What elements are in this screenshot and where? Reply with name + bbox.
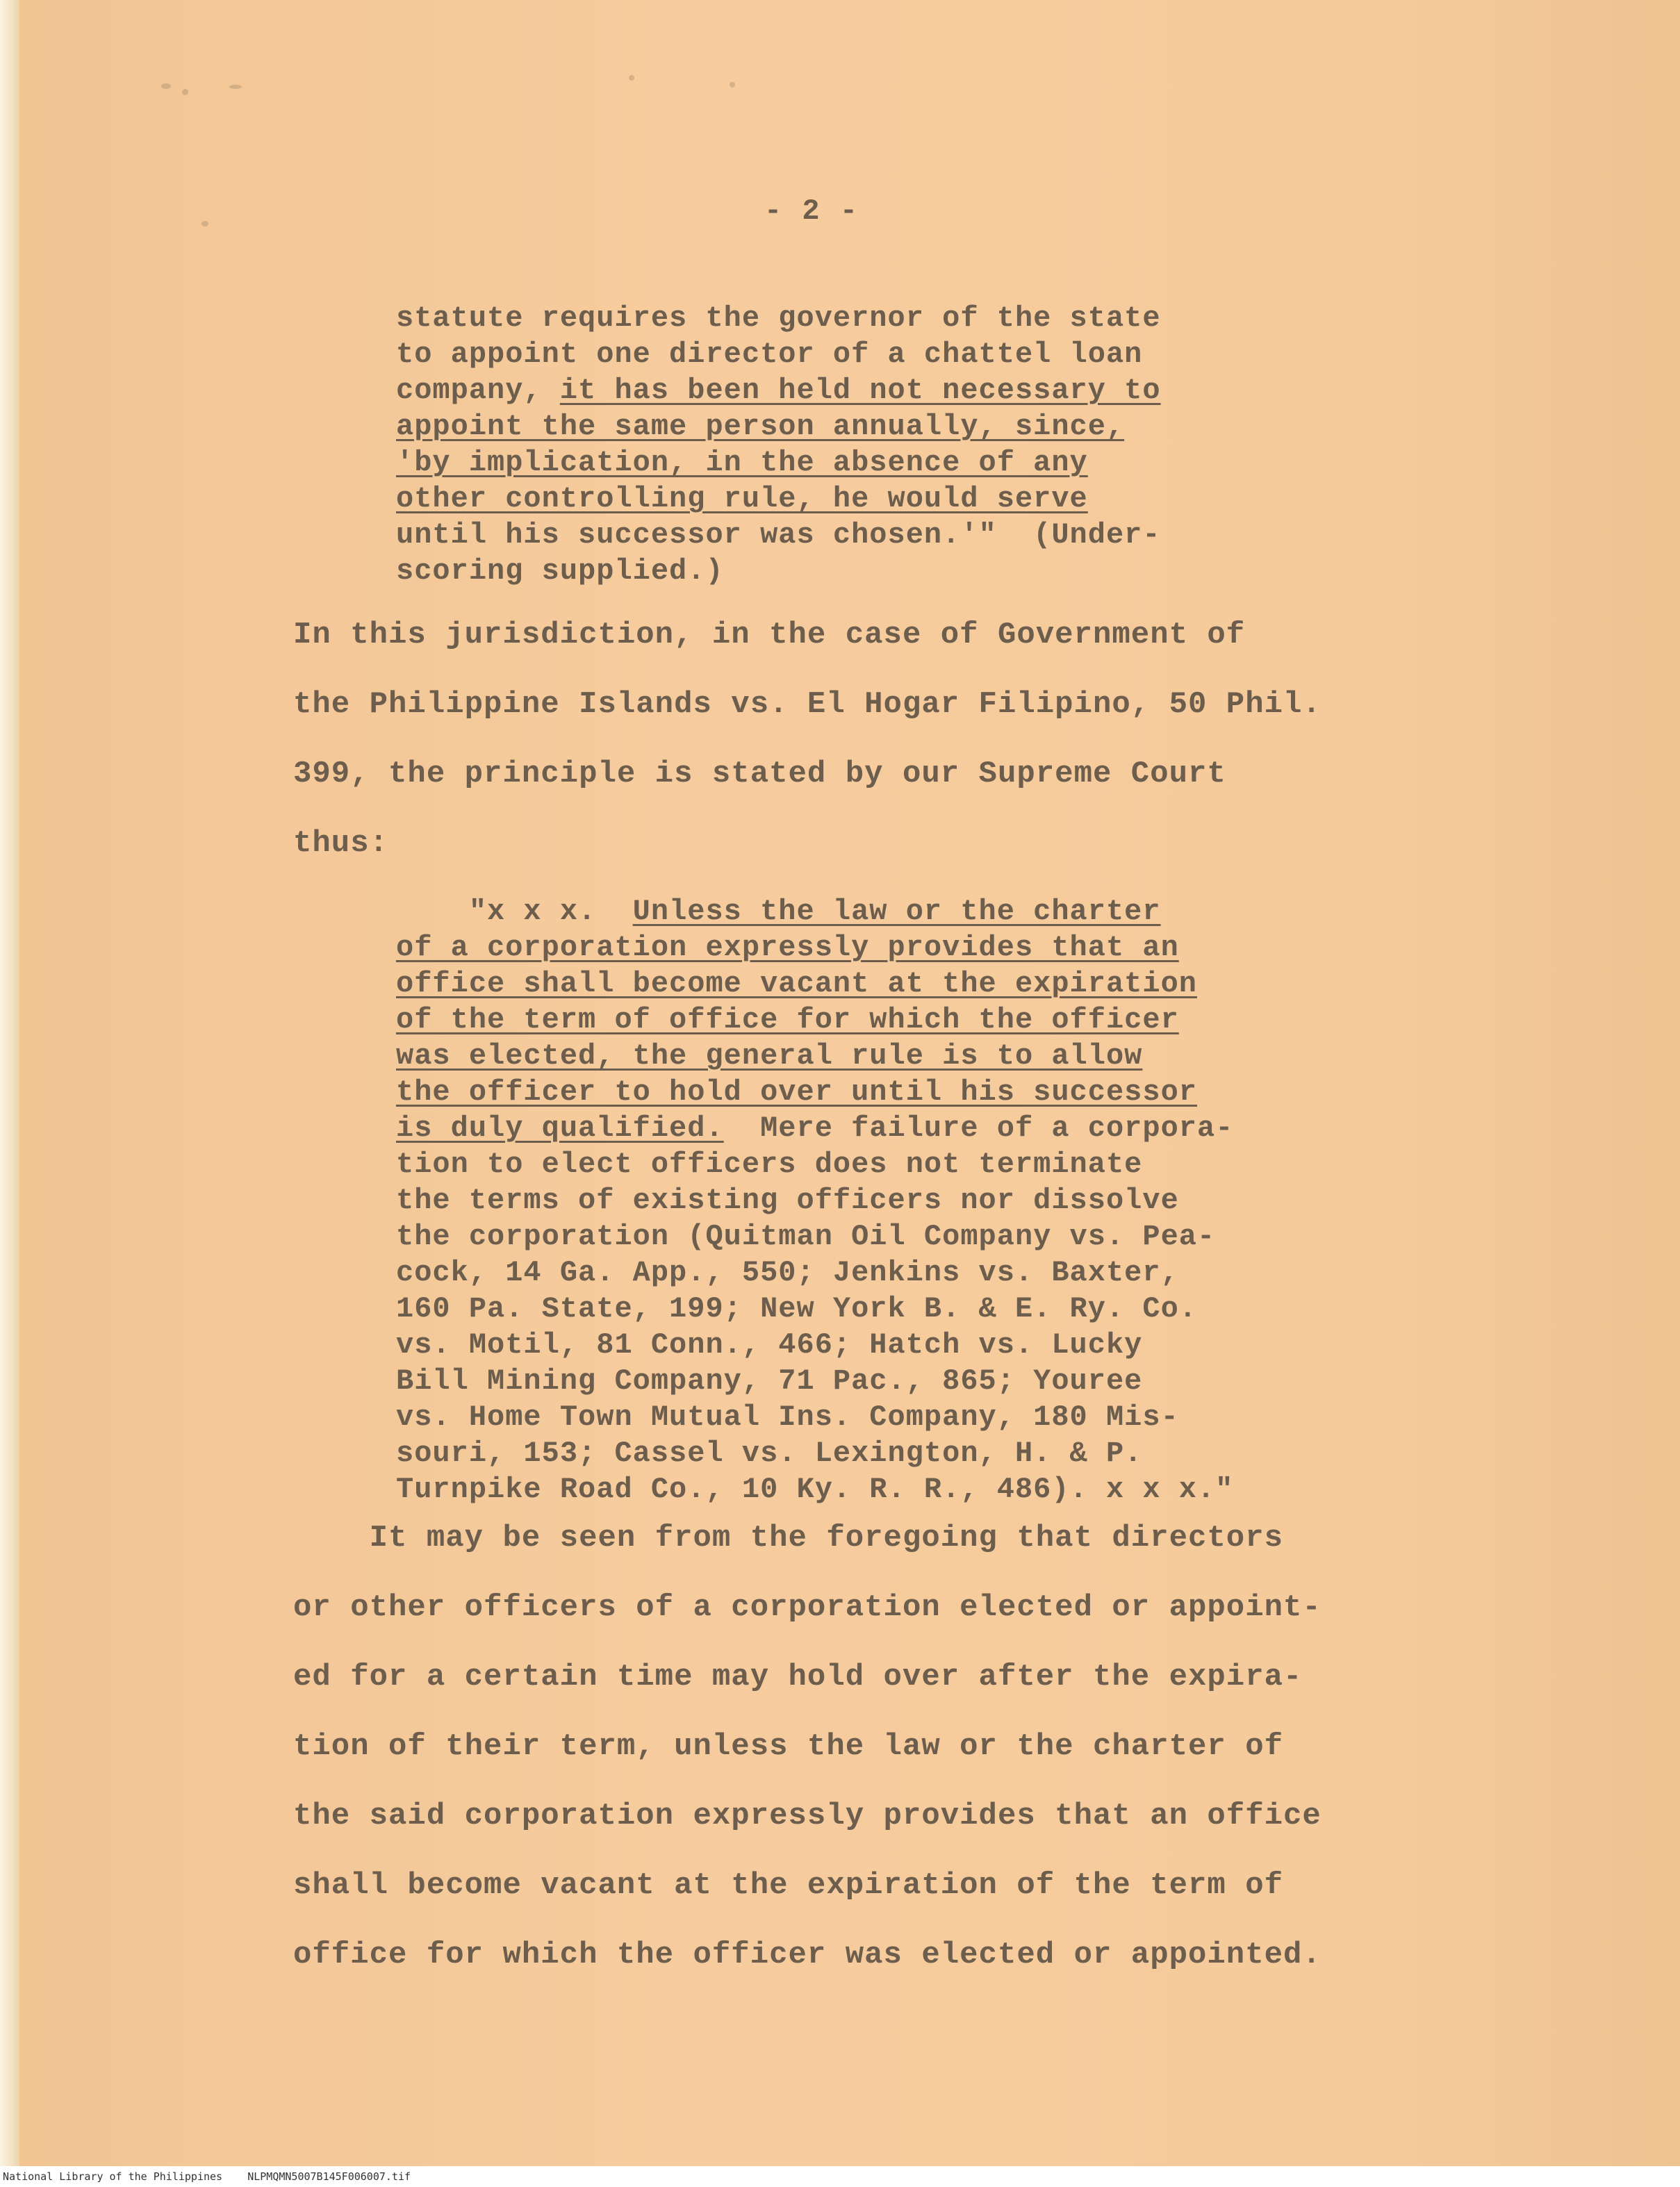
quote-line xyxy=(396,1182,1233,1219)
quote-line xyxy=(396,1471,1233,1508)
quote-text: souri, 153; Cassel vs. Lexington, H. & P. xyxy=(396,1437,1143,1470)
quote-line xyxy=(396,1435,1233,1471)
quote-text: to appoint one director of a chattel loan xyxy=(396,338,1143,371)
quote-text: the terms of existing officers nor dissolve xyxy=(396,1184,1179,1217)
paragraph-line: thus: xyxy=(293,826,389,861)
paragraph-line: ed for a certain time may hold over after the expira- xyxy=(293,1660,1303,1694)
quote-line xyxy=(396,481,1161,517)
quote-text: Mere failure of a corpora- xyxy=(723,1112,1234,1145)
paragraph-line: In this jurisdiction, in the case of Government of xyxy=(293,618,1246,652)
page-number: - 2 - xyxy=(764,195,859,228)
paragraph-line: tion of their term, unless the law or the charter of xyxy=(293,1729,1284,1764)
quote-line xyxy=(396,930,1233,966)
paragraph-line: or other officers of a corporation elected or appoint- xyxy=(293,1590,1321,1625)
paragraph-line: office for which the officer was elected or appointed. xyxy=(293,1938,1321,1972)
quote-line xyxy=(396,1002,1233,1038)
underlined-text: of a corporation expressly provides that an xyxy=(396,931,1179,964)
quote-text: cock, 14 Ga. App., 550; Jenkins vs. Baxter, xyxy=(396,1256,1179,1289)
quote-line xyxy=(396,1038,1233,1074)
quote-line xyxy=(396,1255,1233,1291)
footer-file: NLPMQMN5007B145F006007.tif xyxy=(247,2170,411,2183)
underlined-text: Unless the law or the charter xyxy=(632,895,1161,928)
paragraph-line: the Philippine Islands vs. El Hogar Filipino, 50 Phil. xyxy=(293,687,1321,722)
paper-speck xyxy=(730,82,735,88)
quote-line xyxy=(396,336,1161,372)
paper-speck xyxy=(182,89,188,95)
paper-speck xyxy=(229,85,242,89)
underlined-text: of the term of office for which the officer xyxy=(396,1003,1179,1037)
underlined-text: was elected, the general rule is to allow xyxy=(396,1039,1143,1073)
quote-line xyxy=(396,1219,1233,1255)
quote-line xyxy=(396,517,1161,553)
quote-line xyxy=(396,893,1233,930)
quote-line xyxy=(396,966,1233,1002)
paragraph-line: the said corporation expressly provides that an office xyxy=(293,1799,1321,1833)
quote-line xyxy=(396,553,1161,589)
footer-library: National Library of the Philippines xyxy=(3,2170,223,2183)
quote-text: vs. Motil, 81 Conn., 466; Hatch vs. Lucky xyxy=(396,1328,1143,1362)
underlined-text: the officer to hold over until his successor xyxy=(396,1075,1197,1109)
quote-text: Turnpike Road Co., 10 Ky. R. R., 486). x x x." xyxy=(396,1473,1234,1506)
quote-text: the corporation (Quitman Oil Company vs. Pea- xyxy=(396,1220,1216,1253)
quote-line xyxy=(396,1146,1233,1182)
quote-text: "x x x. xyxy=(396,895,633,928)
quote-block-1 xyxy=(396,300,1161,589)
paper-speck xyxy=(629,75,634,81)
quote-text: statute requires the governor of the state xyxy=(396,302,1161,335)
quote-text: Bill Mining Company, 71 Pac., 865; Youree xyxy=(396,1364,1143,1398)
paragraph-line: It may be seen from the foregoing that directors xyxy=(293,1521,1284,1555)
quote-text: 160 Pa. State, 199; New York B. & E. Ry. Co. xyxy=(396,1292,1197,1326)
quote-line xyxy=(396,1399,1233,1435)
quote-line xyxy=(396,372,1161,408)
quote-line xyxy=(396,1363,1233,1399)
quote-line xyxy=(396,445,1161,481)
page-edge xyxy=(0,0,19,2166)
quote-line xyxy=(396,1327,1233,1363)
quote-text: scoring supplied.) xyxy=(396,554,724,588)
underlined-text: office shall become vacant at the expiration xyxy=(396,967,1197,1000)
underlined-text: other controlling rule, he would serve xyxy=(396,482,1088,515)
underlined-text: it has been held not necessary to xyxy=(559,374,1161,407)
quote-text: vs. Home Town Mutual Ins. Company, 180 Mis- xyxy=(396,1401,1179,1434)
quote-text: tion to elect officers does not terminate xyxy=(396,1148,1143,1181)
quote-block-2 xyxy=(396,893,1233,1508)
paper-speck xyxy=(201,221,208,226)
paragraph-line: shall become vacant at the expiration of the term of xyxy=(293,1868,1284,1903)
quote-text: until his successor was chosen.'" (Under- xyxy=(396,518,1161,552)
quote-text: company, xyxy=(396,374,560,407)
underlined-text: 'by implication, in the absence of any xyxy=(396,446,1088,479)
paragraph-line: 399, the principle is stated by our Supreme Court xyxy=(293,757,1226,791)
quote-line xyxy=(396,1291,1233,1327)
footer-caption xyxy=(3,2170,411,2183)
underlined-text: is duly qualified. xyxy=(396,1112,724,1145)
paragraph-1 xyxy=(293,600,1321,878)
paragraph-2 xyxy=(293,1503,1321,1990)
quote-line xyxy=(396,408,1161,445)
quote-line xyxy=(396,300,1161,336)
underlined-text: appoint the same person annually, since, xyxy=(396,410,1125,443)
quote-line xyxy=(396,1110,1233,1146)
paper-speck xyxy=(161,83,171,89)
quote-line xyxy=(396,1074,1233,1110)
